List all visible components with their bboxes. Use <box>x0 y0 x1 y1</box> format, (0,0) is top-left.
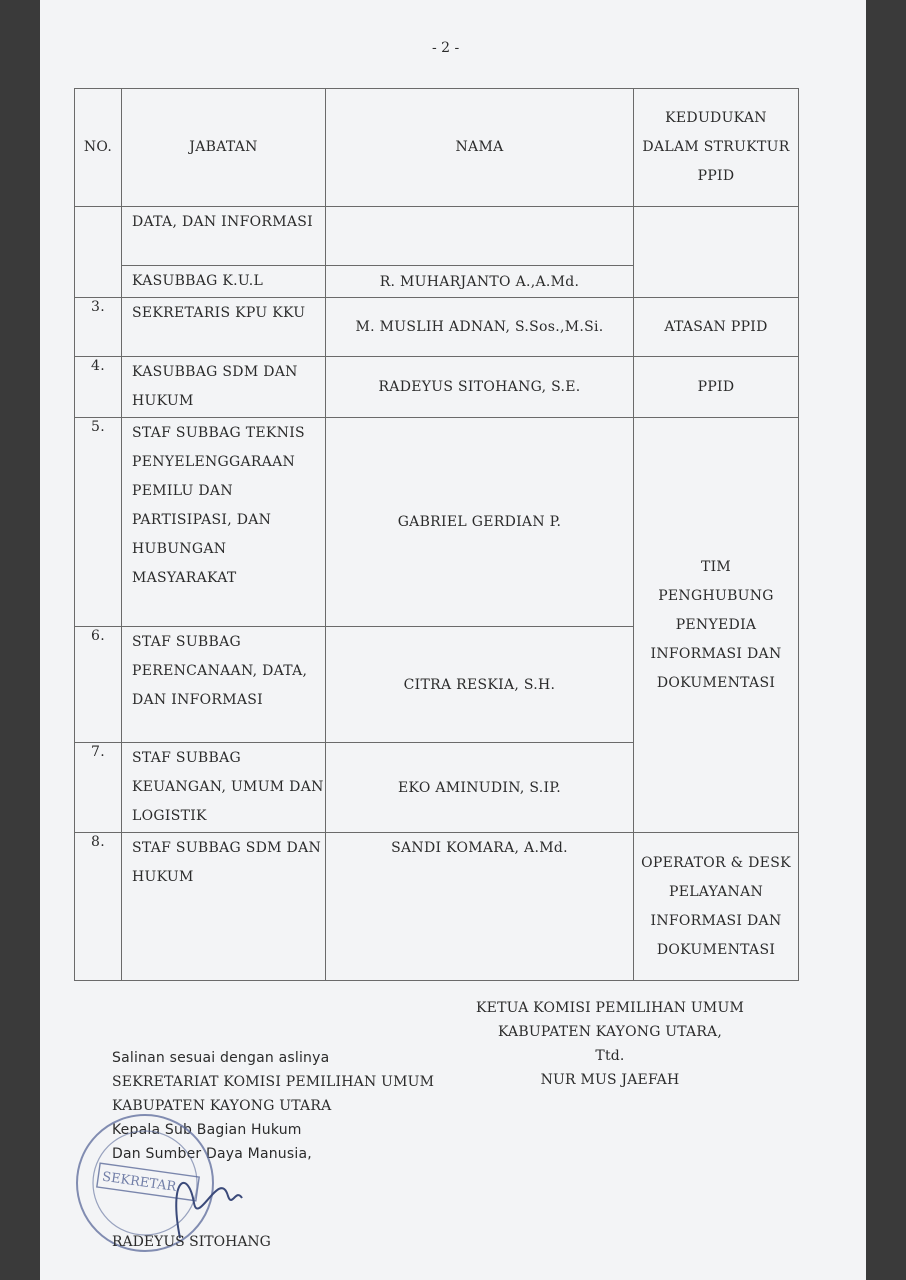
cell-nama: GABRIEL GERDIAN P. <box>326 418 634 627</box>
cell-no: 7. <box>75 743 122 833</box>
cell-jabatan: KASUBBAG K.U.L <box>122 266 326 298</box>
cell-nama <box>326 207 634 266</box>
cell-no: 5. <box>75 418 122 627</box>
ketua-ttd: Ttd. <box>595 1048 625 1064</box>
table-row <box>75 298 799 357</box>
signature-scribble <box>176 1183 242 1238</box>
ketua-name: NUR MUS JAEFAH <box>540 1072 680 1088</box>
ketua-signature-block <box>440 996 780 1092</box>
cell-jabatan: STAF SUBBAG TEKNIS PENYELENGGARAAN PEMILU DAN PARTISIPASI, DAN HUBUNGAN MASYARAKAT <box>122 418 326 627</box>
cell-no: 3. <box>75 298 122 357</box>
table-row <box>75 833 799 981</box>
cell-jabatan: STAF SUBBAG PERENCANAAN, DATA, DAN INFORMASI <box>122 627 326 743</box>
cell-no: 8. <box>75 833 122 981</box>
cell-nama: RADEYUS SITOHANG, S.E. <box>326 357 634 418</box>
ketua-title-line2: KABUPATEN KAYONG UTARA, <box>497 1024 723 1040</box>
cell-jabatan: STAF SUBBAG SDM DAN HUKUM <box>122 833 326 981</box>
cell-nama: R. MUHARJANTO A.,A.Md. <box>326 266 634 298</box>
stamp-text: SEKRETAR <box>101 1169 178 1195</box>
cell-kedudukan: ATASAN PPID <box>634 298 799 357</box>
table-row <box>75 418 799 627</box>
cell-jabatan: DATA, DAN INFORMASI <box>122 207 326 266</box>
cell-no: 4. <box>75 357 122 418</box>
salinan-line2: SEKRETARIAT KOMISI PEMILIHAN UMUM <box>112 1074 435 1090</box>
cell-nama: EKO AMINUDIN, S.IP. <box>326 743 634 833</box>
cell-no <box>75 207 122 298</box>
cell-nama: SANDI KOMARA, A.Md. <box>326 833 634 981</box>
ppid-table <box>74 88 799 981</box>
cell-kedudukan: OPERATOR & DESK PELAYANAN INFORMASI DAN DOKUMENTASI <box>634 833 799 981</box>
salinan-line1: Salinan sesuai dengan aslinya <box>112 1050 330 1066</box>
cell-kedudukan: TIM PENGHUBUNG PENYEDIA INFORMASI DAN DOKUMENTASI <box>634 418 799 833</box>
ketua-title-line1: KETUA KOMISI PEMILIHAN UMUM <box>476 1000 744 1016</box>
salinan-line5: Dan Sumber Daya Manusia, <box>112 1146 312 1162</box>
cell-kedudukan: PPID <box>634 357 799 418</box>
header-kedudukan: KEDUDUKAN DALAM STRUKTUR PPID <box>634 89 799 207</box>
cell-jabatan: SEKRETARIS KPU KKU <box>122 298 326 357</box>
cell-kedudukan <box>634 207 799 298</box>
cell-jabatan: STAF SUBBAG KEUANGAN, UMUM DAN LOGISTIK <box>122 743 326 833</box>
cell-nama: CITRA RESKIA, S.H. <box>326 627 634 743</box>
page-number: - 2 - <box>432 40 460 56</box>
table-row <box>75 357 799 418</box>
salinan-line3: KABUPATEN KAYONG UTARA <box>112 1098 332 1114</box>
header-jabatan: JABATAN <box>122 89 326 207</box>
table-header-row <box>75 89 799 207</box>
cell-jabatan: KASUBBAG SDM DAN HUKUM <box>122 357 326 418</box>
cell-nama: M. MUSLIH ADNAN, S.Sos.,M.Si. <box>326 298 634 357</box>
salinan-signer-name: RADEYUS SITOHANG <box>112 1234 271 1250</box>
table-row <box>75 207 799 266</box>
header-no: NO. <box>75 89 122 207</box>
cell-no: 6. <box>75 627 122 743</box>
header-nama: NAMA <box>326 89 634 207</box>
salinan-line4: Kepala Sub Bagian Hukum <box>112 1122 302 1138</box>
